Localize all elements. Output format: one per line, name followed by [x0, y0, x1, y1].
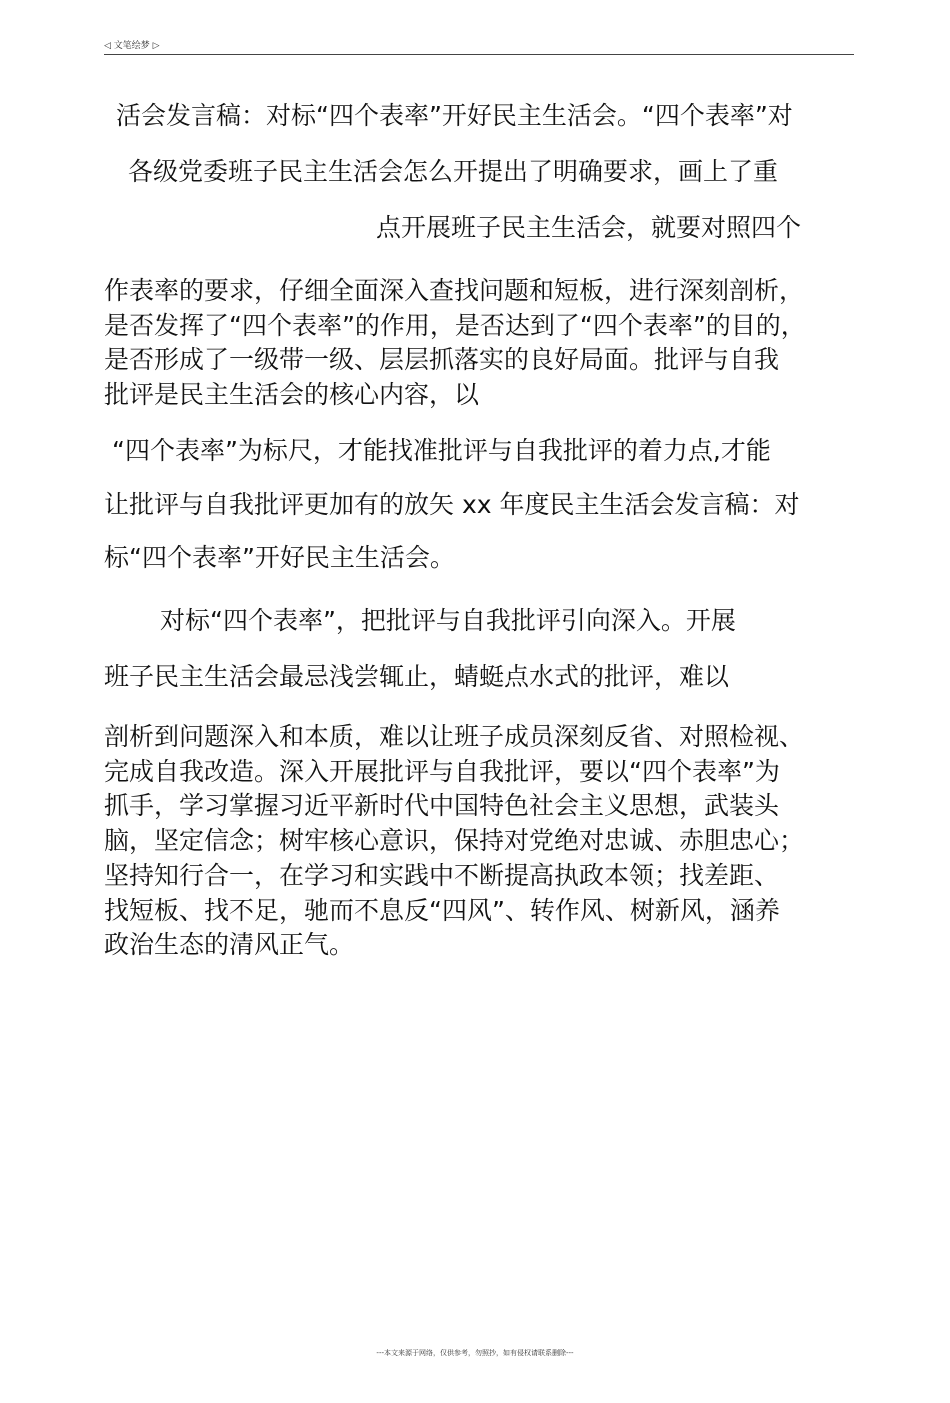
- header-mark: ◁ 文笔绘梦 ▷: [104, 41, 160, 51]
- paragraph-2-line-2: 是否发挥了“四个表率”的作用，是否达到了“四个表率”的目的，: [104, 310, 806, 340]
- paragraph-3-line-1: “四个表率”为标尺，才能找准批评与自我批评的着力点,才能: [112, 436, 771, 465]
- paragraph-2-line-1: 作表率的要求，仔细全面深入查找问题和短板，进行深刻剖析，: [104, 276, 805, 305]
- paragraph-3-line-3: 标“四个表率”开好民主生活会。: [104, 543, 455, 572]
- paragraph-1-line-2: 各级党委班子民主生活会怎么开提出了明确要求，画上了重: [128, 157, 779, 186]
- paragraph-4-line-2: 班子民主生活会最忌浅尝辄止，蜻蜓点水式的批评，难以: [104, 662, 730, 691]
- paragraph-4-line-1: 对标“四个表率”，把批评与自我批评引向深入。开展: [160, 606, 736, 635]
- paragraph-5-line-4: 脑，坚定信念；树牢核心意识，保持对党绝对忠诚、赤胆忠心；: [104, 826, 805, 856]
- paragraph-5-line-5: 坚持知行合一，在学习和实践中不断提高执政本领；找差距、: [104, 860, 780, 890]
- footer-disclaimer: ---本文来源于网络，仅供参考，勿照抄，如有侵权请联系删除---: [376, 1349, 574, 1357]
- paragraph-5-line-3: 抓手，学习掌握习近平新时代中国特色社会主义思想，武装头: [104, 791, 780, 821]
- paragraph-2-line-3: 是否形成了一级带一级、层层抓落实的良好局面。批评与自我: [104, 345, 780, 375]
- paragraph-5: [104, 720, 874, 963]
- header-divider: [104, 54, 854, 55]
- paragraph-1-line-3: 点开展班子民主生活会，就要对照四个: [376, 213, 802, 242]
- paragraph-5-line-7: 政治生态的清风正气。: [104, 930, 355, 960]
- paragraph-3-line-2: 让批评与自我批评更加有的放矢 xx 年度民主生活会发言稿：对: [104, 490, 800, 519]
- paragraph-5-line-2: 完成自我改造。深入开展批评与自我批评，要以“四个表率”为: [104, 756, 780, 786]
- paragraph-1-line-1: 活会发言稿：对标“四个表率”开好民主生活会。“四个表率”对: [116, 101, 793, 130]
- paragraph-2-line-4: 批评是民主生活会的核心内容，以: [104, 380, 480, 410]
- paragraph-5-line-1: 剖析到问题深入和本质，难以让班子成员深刻反省、对照检视、: [104, 722, 805, 751]
- paragraph-5-line-6: 找短板、找不足，驰而不息反“四风”、转作风、树新风，涵养: [104, 895, 780, 925]
- paragraph-2: [104, 274, 874, 413]
